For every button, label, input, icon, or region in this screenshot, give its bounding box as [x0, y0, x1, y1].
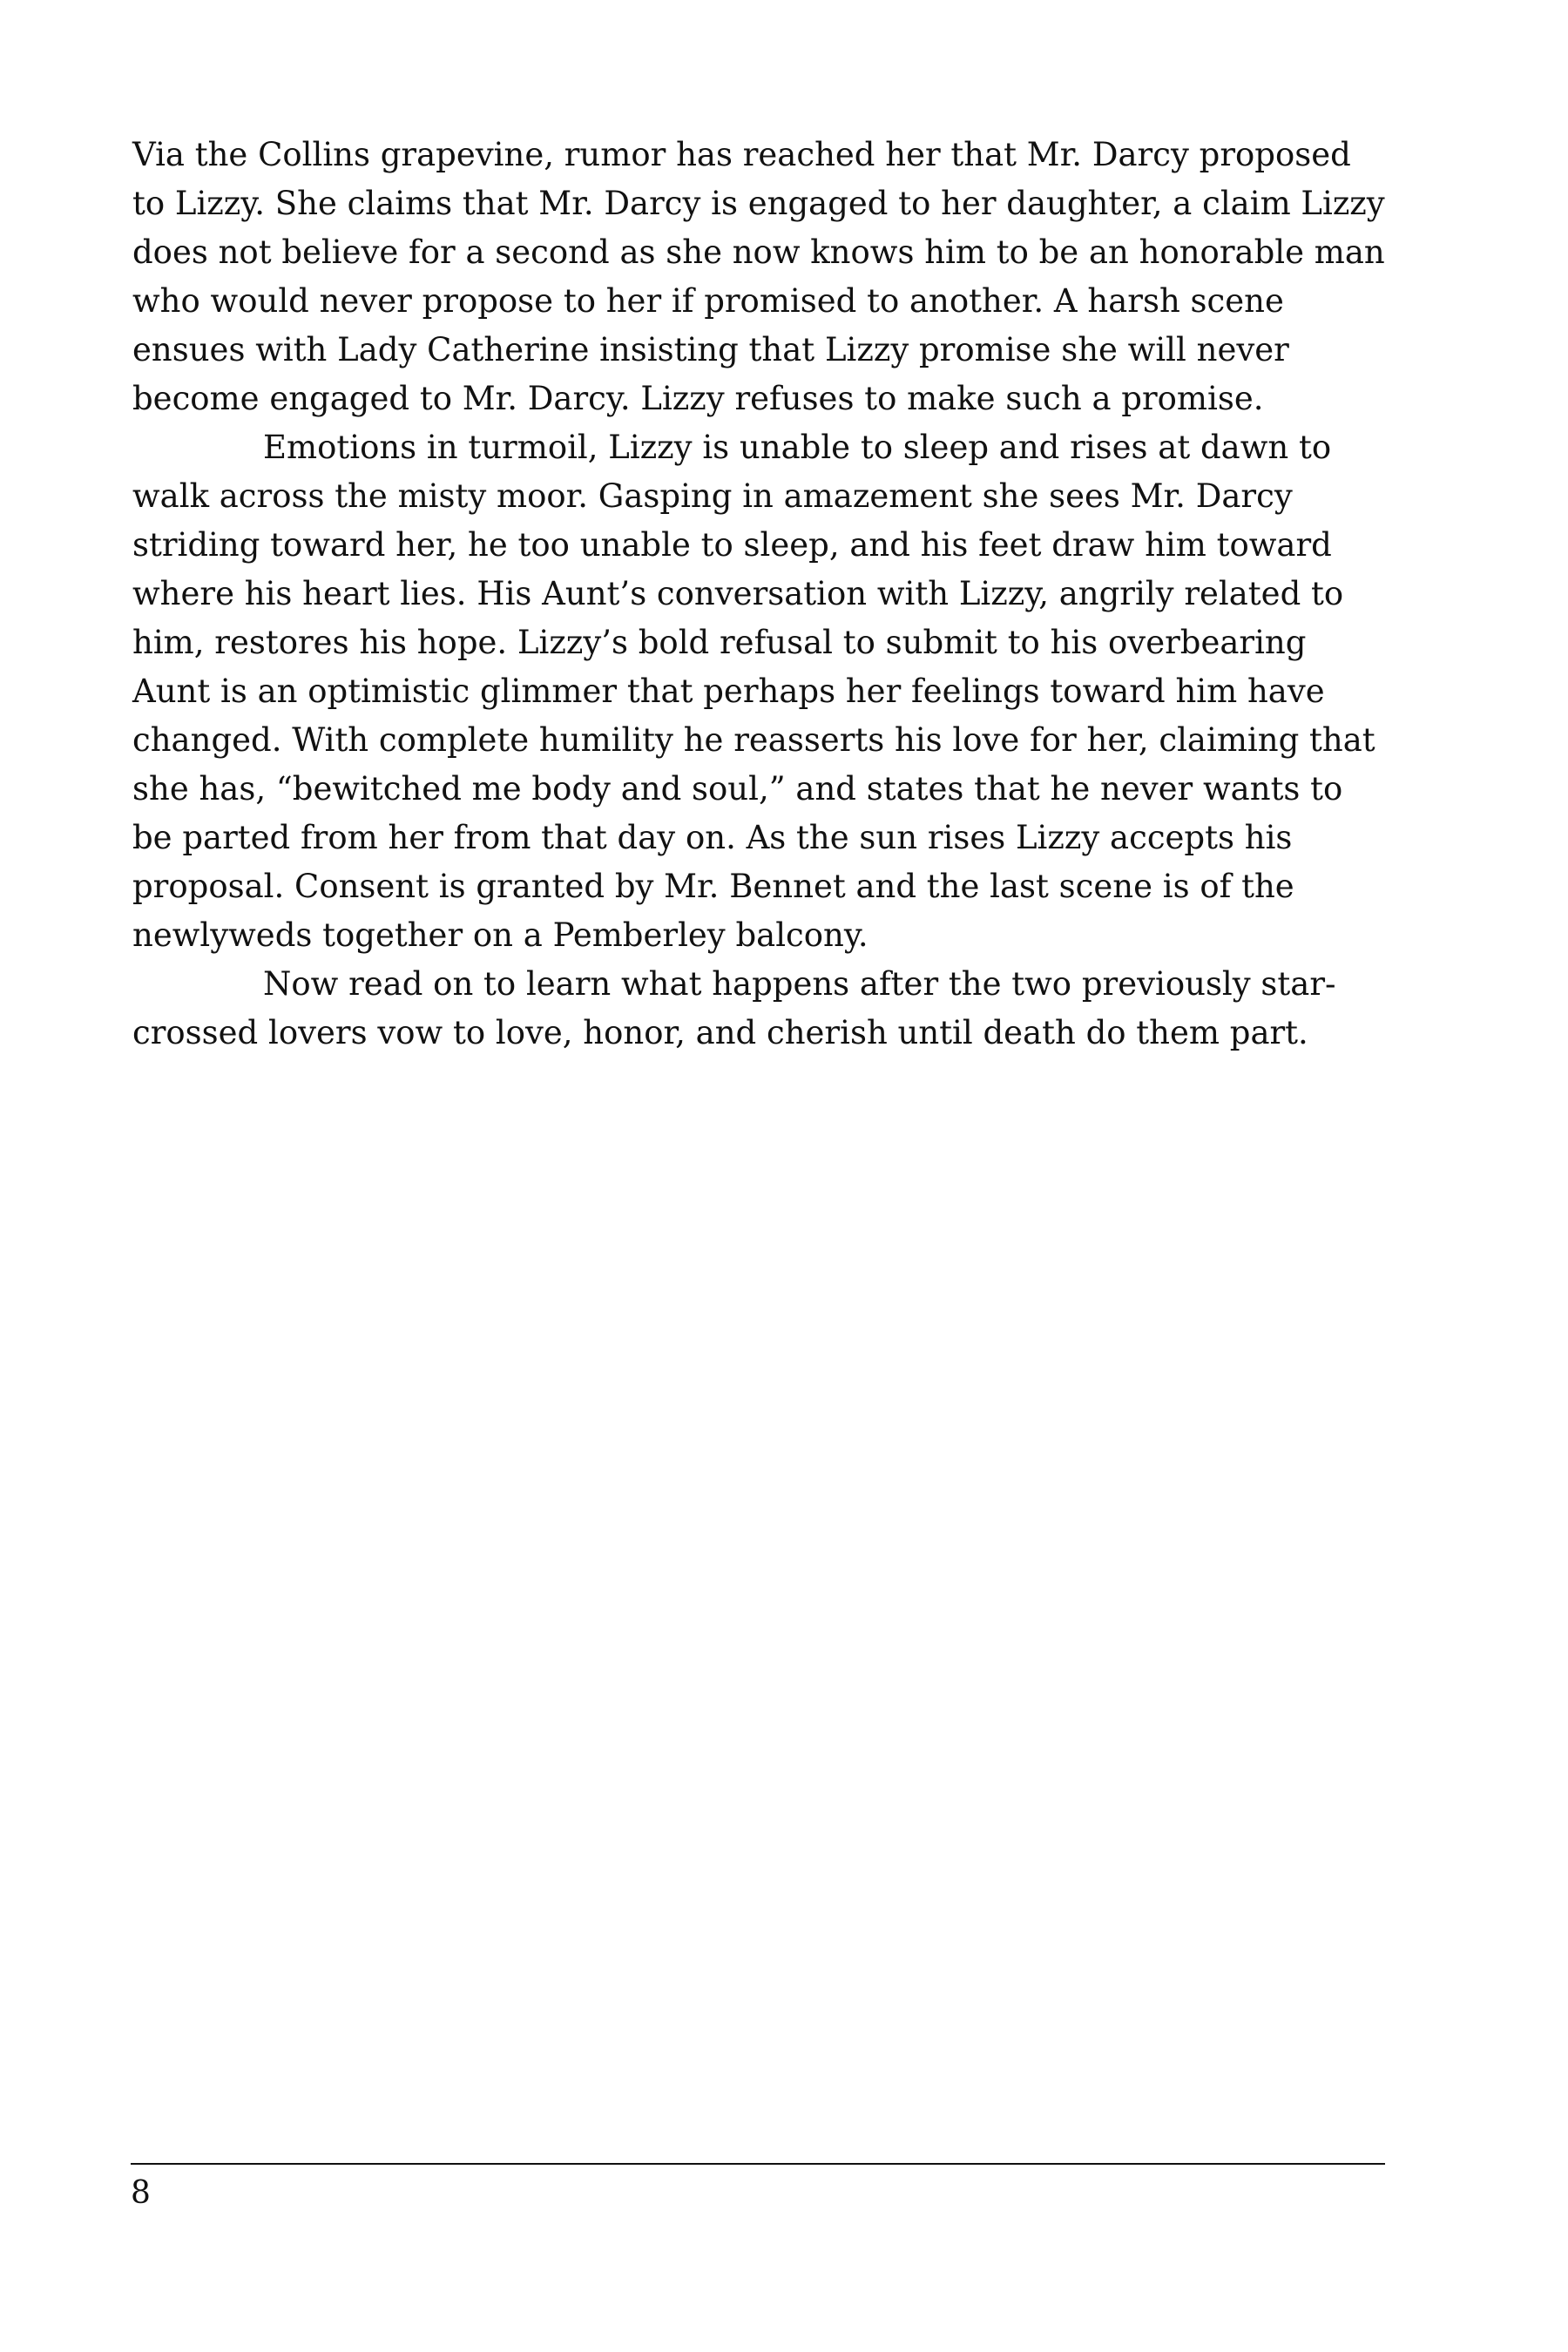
footer-divider — [131, 2163, 1385, 2165]
paragraph-3: Now read on to learn what happens after the two previously star-crossed lovers vow to love, honor, and cherish until death do them part. — [132, 965, 1336, 1051]
body-text — [132, 131, 1385, 1058]
page-number: 8 — [131, 2175, 151, 2211]
paragraph-1: Via the Collins grapevine, rumor has reached her that Mr. Darcy proposed to Lizzy. She claims that Mr. Darcy is engaged to her daughter, a claim Lizzy does not believe for a second as she now knows him to be an honorable man who would never propose to her if promised to another. A harsh scene ensues with Lady Catherine insisting that Lizzy promise she will never become engaged to Mr. Darcy. Lizzy refuses to make such a promise. — [132, 136, 1385, 417]
paragraph-2: Emotions in turmoil, Lizzy is unable to sleep and rises at dawn to walk across the misty moor. Gasping in amazement she sees Mr. Darcy striding toward her, he too unable to sleep, and his feet draw him toward where his heart lies. His Aunt’s conversation with Lizzy, angrily related to him, restores his hope. Lizzy’s bold refusal to submit to his overbearing Aunt is an optimistic glimmer that perhaps her feelings toward him have changed. With complete humility he reasserts his love for her, claiming that she has, “bewitched me body and soul,” and states that he never wants to be parted from her from that day on. As the sun rises Lizzy accepts his proposal. Consent is granted by Mr. Bennet and the last scene is of the newlyweds together on a Pemberley balcony. — [132, 429, 1375, 954]
